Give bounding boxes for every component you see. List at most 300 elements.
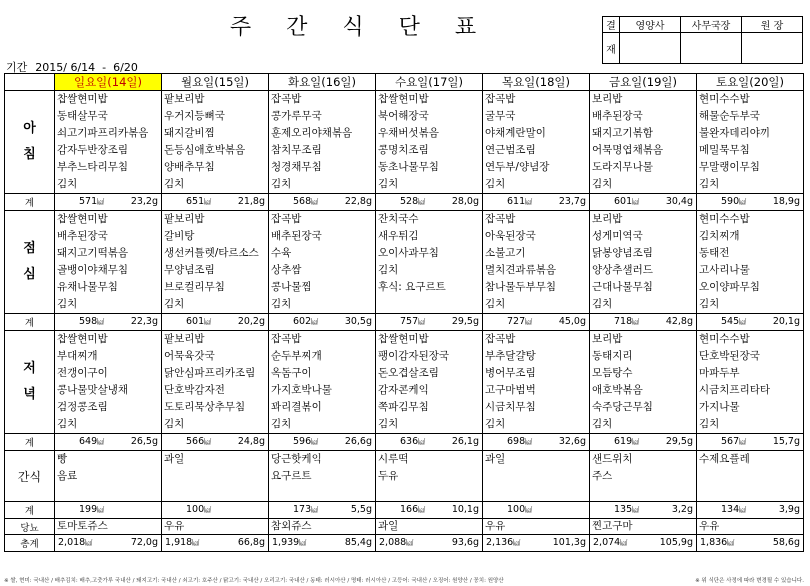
kcal-value bbox=[79, 434, 104, 450]
dinner-total-cell bbox=[483, 434, 590, 451]
kcal-unit: ㎉ bbox=[418, 438, 426, 446]
kcal-number: 2,074 bbox=[593, 537, 621, 548]
dinner-total-cell bbox=[697, 434, 804, 451]
menu-item: 두유 bbox=[378, 470, 399, 482]
kcal-number: 135 bbox=[614, 504, 633, 515]
menu-item: 수육 bbox=[271, 247, 292, 259]
footer bbox=[4, 576, 804, 584]
kcal-value bbox=[507, 502, 532, 518]
menu-item: 김치 bbox=[271, 418, 292, 430]
day-header: 목요일(18일) bbox=[483, 74, 590, 91]
breakfast-total-cell bbox=[269, 194, 376, 211]
protein-grams: 30,4g bbox=[665, 196, 693, 207]
lunch-cell bbox=[483, 211, 590, 314]
lunch-total-cell bbox=[483, 314, 590, 331]
kcal-number: 651 bbox=[186, 196, 205, 207]
kcal-unit: ㎉ bbox=[204, 506, 212, 514]
kcal-value bbox=[400, 314, 425, 330]
kcal-unit: ㎉ bbox=[85, 539, 93, 547]
menu-item: 김치 bbox=[378, 418, 399, 430]
kcal-value bbox=[614, 434, 639, 450]
protein-grams: 3,9g bbox=[778, 504, 800, 515]
snack-cell bbox=[483, 451, 590, 502]
menu-item: 쪽파김무침 bbox=[378, 401, 429, 413]
period-value: 2015/ 6/14 - 6/20 bbox=[35, 61, 138, 74]
protein-grams: 21,8g bbox=[237, 196, 265, 207]
menu-item: 양배추무침 bbox=[164, 161, 215, 173]
breakfast-cell bbox=[483, 91, 590, 194]
menu-item: 성게미역국 bbox=[592, 230, 643, 242]
breakfast-cell bbox=[697, 91, 804, 194]
lunch-cell bbox=[590, 211, 697, 314]
menu-item: 김치 bbox=[592, 178, 613, 190]
menu-item: 쇠고기파프리카볶음 bbox=[57, 127, 149, 139]
menu-item: 시금치프리타타 bbox=[699, 384, 771, 396]
protein-grams: 20,1g bbox=[772, 316, 800, 327]
menu-item: 멸치견과류볶음 bbox=[485, 264, 557, 276]
menu-item: 요구르트 bbox=[271, 470, 312, 482]
kcal-value bbox=[400, 194, 425, 210]
menu-item: 동태지리 bbox=[592, 350, 633, 362]
protein-grams: 23,7g bbox=[558, 196, 586, 207]
dinner-cell bbox=[269, 331, 376, 434]
snack-total-cell bbox=[590, 502, 697, 519]
menu-item: 어묵명엽채볶음 bbox=[592, 144, 664, 156]
breakfast-cell bbox=[376, 91, 483, 194]
menu-item: 북어해장국 bbox=[378, 110, 429, 122]
menu-item: 찹쌀현미밥 bbox=[57, 333, 108, 345]
menu-item: 동초나물무침 bbox=[378, 161, 439, 173]
snack-cell bbox=[269, 451, 376, 502]
approval-header-director: 원 장 bbox=[742, 17, 803, 33]
menu-item: 고사리나물 bbox=[699, 264, 750, 276]
menu-item: 과일 bbox=[485, 453, 506, 465]
kcal-value bbox=[379, 535, 413, 551]
menu-item: 부추달걀탕 bbox=[485, 350, 536, 362]
menu-item: 김치 bbox=[699, 298, 720, 310]
kcal-value bbox=[293, 434, 318, 450]
menu-item: 갈비탕 bbox=[164, 230, 195, 242]
kcal-number: 1,918 bbox=[165, 537, 193, 548]
lunch-cell bbox=[162, 211, 269, 314]
kcal-value bbox=[186, 434, 211, 450]
footer-change-note: ※ 위 식단은 사정에 따라 변경될 수 있습니다. bbox=[695, 578, 804, 584]
menu-item: 돼지고기볶함 bbox=[592, 127, 653, 139]
grand-total-cell bbox=[697, 535, 804, 552]
page-title: 주 간 식 단 표 bbox=[229, 15, 491, 40]
menu-item: 김치 bbox=[378, 178, 399, 190]
menu-item: 동태전 bbox=[699, 247, 730, 259]
kcal-unit: ㎉ bbox=[739, 198, 747, 206]
menu-item: 가지호박나물 bbox=[271, 384, 332, 396]
kcal-number: 601 bbox=[614, 196, 633, 207]
lunch-total-cell bbox=[376, 314, 483, 331]
menu-item: 무말랭이무침 bbox=[699, 161, 760, 173]
kcal-number: 566 bbox=[186, 436, 205, 447]
menu-item: 김치 bbox=[485, 178, 506, 190]
menu-table bbox=[4, 73, 804, 552]
menu-item bbox=[164, 468, 266, 485]
menu-item: 연근범조림 bbox=[485, 144, 536, 156]
kcal-value bbox=[721, 434, 746, 450]
protein-grams: 29,5g bbox=[451, 316, 479, 327]
kcal-unit: ㎉ bbox=[418, 506, 426, 514]
menu-item: 아욱된장국 bbox=[485, 230, 536, 242]
kcal-value bbox=[721, 194, 746, 210]
signature-box[interactable] bbox=[742, 33, 803, 64]
kcal-value bbox=[293, 194, 318, 210]
kcal-value bbox=[614, 194, 639, 210]
dinner-cell bbox=[590, 331, 697, 434]
kcal-number: 596 bbox=[293, 436, 312, 447]
menu-item: 돼지갈비찜 bbox=[164, 127, 215, 139]
lunch-label: 점 심 bbox=[5, 211, 55, 314]
snack-cell bbox=[162, 451, 269, 502]
protein-grams: 5,5g bbox=[350, 504, 372, 515]
lunch-total-cell bbox=[55, 314, 162, 331]
menu-item: 콩나물맛살냉채 bbox=[57, 384, 129, 396]
menu-item: 김치 bbox=[271, 298, 292, 310]
menu-item: 상추쌈 bbox=[271, 264, 302, 276]
kcal-value bbox=[700, 535, 734, 551]
kcal-value bbox=[58, 535, 92, 551]
dinner-total-cell bbox=[269, 434, 376, 451]
protein-grams: 101,3g bbox=[552, 537, 586, 548]
dinner-cell bbox=[55, 331, 162, 434]
protein-grams: 24,8g bbox=[237, 436, 265, 447]
protein-grams: 26,6g bbox=[344, 436, 372, 447]
menu-item: 야채계란말이 bbox=[485, 127, 546, 139]
menu-item: 애호박볶음 bbox=[592, 384, 643, 396]
menu-item: 오이양파무침 bbox=[699, 281, 760, 293]
kcal-number: 199 bbox=[79, 504, 98, 515]
kcal-unit: ㎉ bbox=[632, 506, 640, 514]
menu-item: 현미수수밥 bbox=[699, 333, 750, 345]
menu-item: 찹쌀현미밥 bbox=[57, 213, 108, 225]
menu-item: 콩가루무국 bbox=[271, 110, 322, 122]
menu-item: 김치 bbox=[699, 178, 720, 190]
lunch-total-cell bbox=[590, 314, 697, 331]
kcal-unit: ㎉ bbox=[632, 318, 640, 326]
lunch-cell bbox=[269, 211, 376, 314]
menu-item: 부대찌개 bbox=[57, 350, 98, 362]
dinner-cell bbox=[162, 331, 269, 434]
grand-total-cell bbox=[590, 535, 697, 552]
menu-item: 찹쌀현미밥 bbox=[57, 93, 108, 105]
kcal-unit: ㎉ bbox=[525, 438, 533, 446]
protein-grams: 10,1g bbox=[451, 504, 479, 515]
day-header: 토요일(20일) bbox=[697, 74, 804, 91]
menu-item: 도라지무나물 bbox=[592, 161, 653, 173]
kcal-value bbox=[614, 502, 639, 518]
menu-item: 닭봉양념조림 bbox=[592, 247, 653, 259]
kcal-value bbox=[79, 314, 104, 330]
kcal-number: 545 bbox=[721, 316, 740, 327]
snack-cell bbox=[697, 451, 804, 502]
kcal-value bbox=[186, 194, 211, 210]
protein-grams: 15,7g bbox=[772, 436, 800, 447]
kcal-value bbox=[165, 535, 199, 551]
protein-grams: 45,0g bbox=[558, 316, 586, 327]
menu-item: 불완자데리야끼 bbox=[699, 127, 771, 139]
grand-total-label: 총계 bbox=[5, 535, 55, 552]
kcal-value bbox=[186, 502, 211, 518]
menu-item: 생선커틀렛/타르소스 bbox=[164, 247, 259, 259]
breakfast-cell bbox=[269, 91, 376, 194]
day-header: 수요일(17일) bbox=[376, 74, 483, 91]
sugar-snack-cell: 우유 bbox=[697, 519, 804, 535]
kcal-number: 636 bbox=[400, 436, 419, 447]
kcal-number: 2,088 bbox=[379, 537, 407, 548]
kcal-unit: ㎉ bbox=[97, 198, 105, 206]
footer-origin-note: ※ 쌀, 현미: 국내산 / 배추김치: 배추,고춧가루 국내산 / 돼지고기: 국내산 / 쇠고기: 호주산 / 닭고기: 국내산 / 오리고기: 국내산 / 동태: 러시아산 / 명태: 러시아산 / 고등어: 국내산 / 오징어: 원양산 / 꽁치: 원양산 bbox=[4, 578, 504, 584]
grand-total-cell bbox=[376, 535, 483, 552]
snack-total-cell bbox=[162, 502, 269, 519]
kcal-number: 1,939 bbox=[272, 537, 300, 548]
menu-item: 김치 bbox=[57, 418, 78, 430]
kcal-number: 567 bbox=[721, 436, 740, 447]
menu-item: 김치 bbox=[378, 264, 399, 276]
menu-item: 근대나물무침 bbox=[592, 281, 653, 293]
menu-item: 배추된장국 bbox=[592, 110, 643, 122]
kcal-unit: ㎉ bbox=[97, 506, 105, 514]
kcal-value bbox=[507, 314, 532, 330]
kcal-value bbox=[79, 194, 104, 210]
menu-item: 메밀묵무침 bbox=[699, 144, 750, 156]
lunch-total-cell bbox=[697, 314, 804, 331]
menu-item: 해물순두부국 bbox=[699, 110, 760, 122]
menu-item: 잡곡밥 bbox=[271, 93, 302, 105]
menu-item: 무양념조림 bbox=[164, 264, 215, 276]
menu-item: 모듬탕수 bbox=[592, 367, 633, 379]
protein-grams: 26,5g bbox=[130, 436, 158, 447]
kcal-number: 601 bbox=[186, 316, 205, 327]
menu-item: 돼지고기떡볶음 bbox=[57, 247, 129, 259]
kcal-value bbox=[293, 314, 318, 330]
kcal-value bbox=[400, 502, 425, 518]
menu-item: 현미수수밥 bbox=[699, 93, 750, 105]
snack-total-cell bbox=[376, 502, 483, 519]
period-label: 기간 bbox=[6, 61, 28, 74]
kcal-number: 602 bbox=[293, 316, 312, 327]
sugar-snack-cell: 과일 bbox=[376, 519, 483, 535]
menu-item: 팽이감자된장국 bbox=[378, 350, 450, 362]
menu-item: 잡곡밥 bbox=[271, 333, 302, 345]
kcal-unit: ㎉ bbox=[727, 539, 735, 547]
lunch-cell bbox=[55, 211, 162, 314]
protein-grams: 28,0g bbox=[451, 196, 479, 207]
signature-box[interactable] bbox=[620, 33, 681, 64]
sugar-label: 당뇨 bbox=[5, 519, 55, 535]
kcal-value bbox=[79, 502, 104, 518]
menu-item: 도토리묵상추무침 bbox=[164, 401, 246, 413]
dinner-cell bbox=[483, 331, 590, 434]
kcal-value bbox=[614, 314, 639, 330]
menu-item: 김치 bbox=[485, 298, 506, 310]
menu-item: 소불고기 bbox=[485, 247, 526, 259]
lunch-total-cell bbox=[269, 314, 376, 331]
protein-grams: 32,6g bbox=[558, 436, 586, 447]
signature-box[interactable] bbox=[681, 33, 742, 64]
kcal-unit: ㎉ bbox=[97, 438, 105, 446]
kcal-unit: ㎉ bbox=[632, 438, 640, 446]
breakfast-label: 아 침 bbox=[5, 91, 55, 194]
menu-item: 현미수수밥 bbox=[699, 213, 750, 225]
menu-item: 굴무국 bbox=[485, 110, 516, 122]
kcal-unit: ㎉ bbox=[192, 539, 200, 547]
kcal-number: 718 bbox=[614, 316, 633, 327]
menu-item: 단호박감자전 bbox=[164, 384, 225, 396]
menu-item: 보리밥 bbox=[592, 213, 623, 225]
breakfast-cell bbox=[55, 91, 162, 194]
kcal-number: 100 bbox=[186, 504, 205, 515]
snack-label: 간식 bbox=[5, 451, 55, 502]
sugar-snack-cell: 우유 bbox=[483, 519, 590, 535]
kcal-value bbox=[507, 434, 532, 450]
menu-item: 김치 bbox=[57, 298, 78, 310]
sugar-snack-cell: 찐고구마 bbox=[590, 519, 697, 535]
grand-total-cell bbox=[162, 535, 269, 552]
menu-item: 잡곡밥 bbox=[485, 93, 516, 105]
kcal-value bbox=[293, 502, 318, 518]
menu-item: 어묵육갓국 bbox=[164, 350, 215, 362]
dinner-total-cell bbox=[55, 434, 162, 451]
breakfast-cell bbox=[590, 91, 697, 194]
menu-item: 가지나물 bbox=[699, 401, 740, 413]
kcal-unit: ㎉ bbox=[620, 539, 628, 547]
menu-item: 우채버섯볶음 bbox=[378, 127, 439, 139]
menu-item: 숙주당근무침 bbox=[592, 401, 653, 413]
menu-item bbox=[699, 468, 801, 485]
protein-grams: 22,3g bbox=[130, 316, 158, 327]
menu-item: 시금치무침 bbox=[485, 401, 536, 413]
corner-cell bbox=[5, 74, 55, 91]
menu-item: 배추된장국 bbox=[57, 230, 108, 242]
menu-item: 주스 bbox=[592, 470, 613, 482]
menu-item: 브로컬리무침 bbox=[164, 281, 225, 293]
menu-item: 샌드위치 bbox=[592, 453, 633, 465]
menu-item: 참나물두부무침 bbox=[485, 281, 557, 293]
kcal-unit: ㎉ bbox=[97, 318, 105, 326]
menu-item: 꽈리결볶이 bbox=[271, 401, 322, 413]
menu-item: 연두부/양념장 bbox=[485, 161, 550, 173]
menu-item: 김치 bbox=[57, 178, 78, 190]
kcal-number: 598 bbox=[79, 316, 98, 327]
menu-item: 새우튀김 bbox=[378, 230, 419, 242]
kcal-number: 568 bbox=[293, 196, 312, 207]
menu-item bbox=[378, 296, 480, 313]
day-header: 금요일(19일) bbox=[590, 74, 697, 91]
menu-item: 고구마범벅 bbox=[485, 384, 536, 396]
grand-total-cell bbox=[55, 535, 162, 552]
lunch-cell bbox=[697, 211, 804, 314]
approval-side-top: 결 bbox=[603, 17, 620, 33]
grand-total-cell bbox=[483, 535, 590, 552]
protein-grams: 3,2g bbox=[671, 504, 693, 515]
menu-item: 검정콩조림 bbox=[57, 401, 108, 413]
breakfast-total-cell bbox=[590, 194, 697, 211]
kcal-value bbox=[186, 314, 211, 330]
breakfast-total-cell bbox=[697, 194, 804, 211]
approval-header-dietitian: 영양사 bbox=[620, 17, 681, 33]
menu-item: 감자콘케익 bbox=[378, 384, 429, 396]
dinner-total-cell bbox=[376, 434, 483, 451]
kcal-value bbox=[486, 535, 520, 551]
protein-grams: 58,6g bbox=[772, 537, 800, 548]
kcal-unit: ㎉ bbox=[204, 318, 212, 326]
menu-item: 김치 bbox=[592, 298, 613, 310]
menu-item: 음료 bbox=[57, 470, 78, 482]
menu-item: 잡곡밥 bbox=[485, 213, 516, 225]
sugar-snack-cell: 우유 bbox=[162, 519, 269, 535]
menu-item: 수제요플레 bbox=[699, 453, 750, 465]
protein-grams: 23,2g bbox=[130, 196, 158, 207]
snack-total-cell bbox=[55, 502, 162, 519]
kcal-number: 698 bbox=[507, 436, 526, 447]
menu-item: 옥돔구이 bbox=[271, 367, 312, 379]
sugar-snack-cell: 참외쥬스 bbox=[269, 519, 376, 535]
menu-item: 양상추샐러드 bbox=[592, 264, 653, 276]
kcal-unit: ㎉ bbox=[299, 539, 307, 547]
kcal-number: 611 bbox=[507, 196, 526, 207]
kcal-unit: ㎉ bbox=[525, 318, 533, 326]
kcal-value bbox=[593, 535, 627, 551]
menu-item: 콩나물찜 bbox=[271, 281, 312, 293]
menu-item: 당근핫케익 bbox=[271, 453, 322, 465]
kcal-number: 757 bbox=[400, 316, 419, 327]
menu-item: 팥보리밥 bbox=[164, 93, 205, 105]
menu-item: 닭안심파프리카조림 bbox=[164, 367, 256, 379]
lunch-cell bbox=[376, 211, 483, 314]
menu-item: 잔치국수 bbox=[378, 213, 419, 225]
protein-grams: 20,2g bbox=[237, 316, 265, 327]
menu-item: 골뱅이야채무침 bbox=[57, 264, 129, 276]
menu-item: 배추된장국 bbox=[271, 230, 322, 242]
protein-grams: 29,5g bbox=[665, 436, 693, 447]
menu-item: 전갱이구이 bbox=[57, 367, 108, 379]
day-header: 일요일(14일) bbox=[55, 74, 162, 91]
dinner-total-label: 계 bbox=[5, 434, 55, 451]
menu-item bbox=[485, 468, 587, 485]
snack-total-cell bbox=[483, 502, 590, 519]
kcal-number: 528 bbox=[400, 196, 419, 207]
kcal-unit: ㎉ bbox=[513, 539, 521, 547]
menu-item: 후식: 요구르트 bbox=[378, 281, 446, 293]
protein-grams: 30,5g bbox=[344, 316, 372, 327]
snack-total-cell bbox=[269, 502, 376, 519]
dinner-cell bbox=[376, 331, 483, 434]
lunch-total-cell bbox=[162, 314, 269, 331]
menu-item: 김치 bbox=[164, 298, 185, 310]
kcal-unit: ㎉ bbox=[525, 198, 533, 206]
protein-grams: 66,8g bbox=[237, 537, 265, 548]
snack-cell bbox=[55, 451, 162, 502]
menu-item: 단호박된장국 bbox=[699, 350, 760, 362]
dinner-label: 저 녁 bbox=[5, 331, 55, 434]
kcal-number: 649 bbox=[79, 436, 98, 447]
kcal-number: 571 bbox=[79, 196, 98, 207]
approval-box bbox=[602, 16, 803, 64]
approval-header-manager: 사무국장 bbox=[681, 17, 742, 33]
kcal-value bbox=[400, 434, 425, 450]
breakfast-total-cell bbox=[483, 194, 590, 211]
protein-grams: 93,6g bbox=[451, 537, 479, 548]
kcal-value bbox=[721, 502, 746, 518]
menu-item: 마파두부 bbox=[699, 367, 740, 379]
kcal-unit: ㎉ bbox=[311, 318, 319, 326]
kcal-number: 590 bbox=[721, 196, 740, 207]
menu-item: 팥보리밥 bbox=[164, 213, 205, 225]
